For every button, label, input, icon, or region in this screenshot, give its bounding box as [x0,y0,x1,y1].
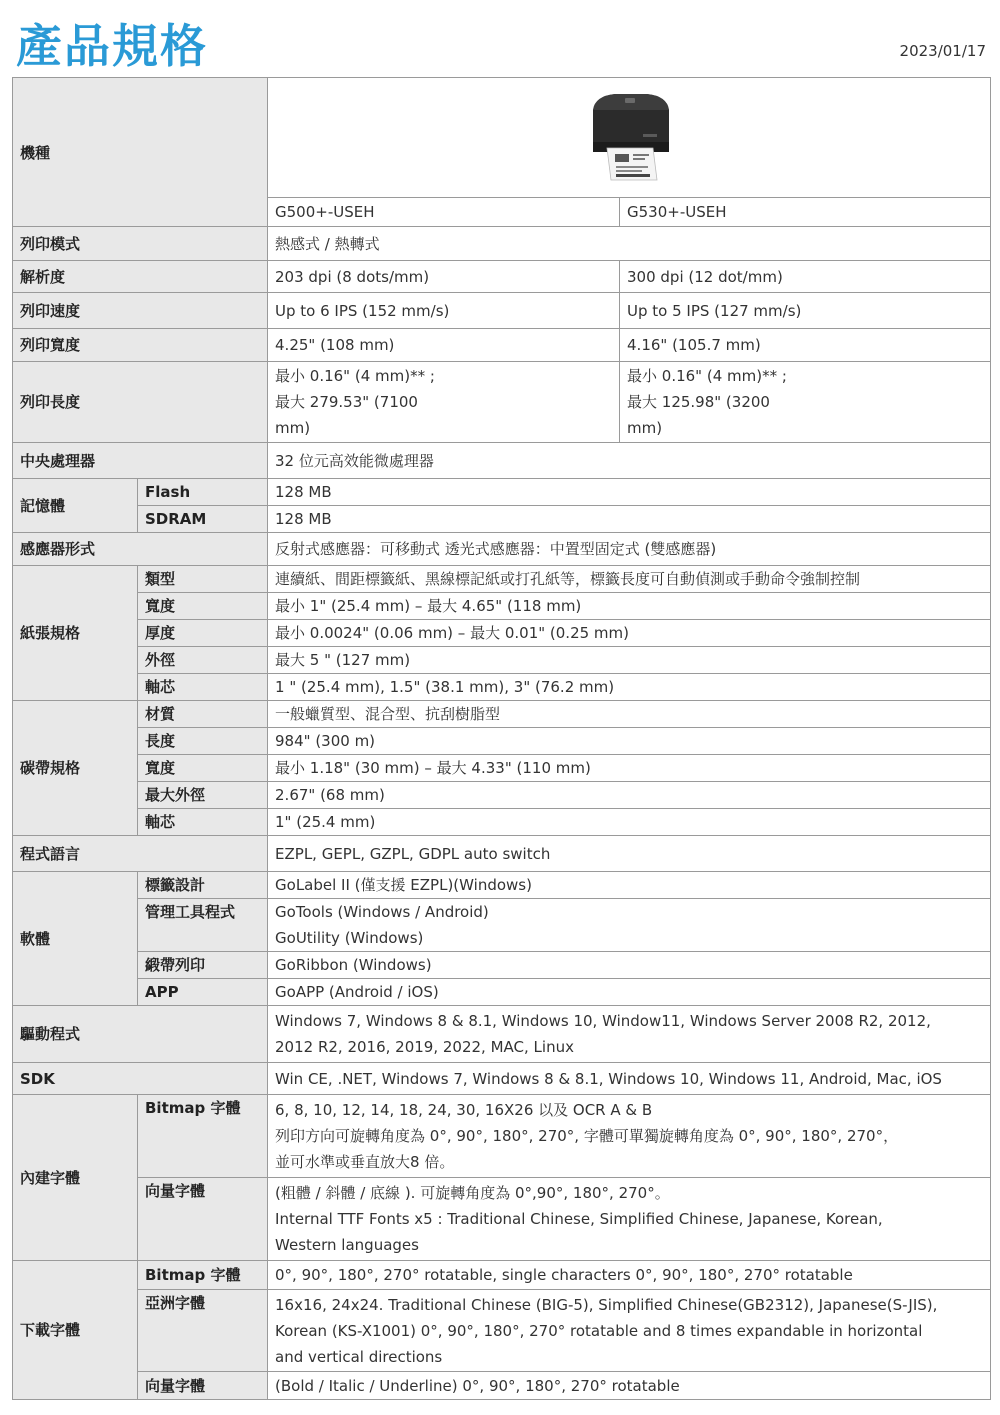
table-row [13,872,991,899]
sub-label: 向量字體 [138,1178,268,1261]
font-line: and vertical directions [275,1347,443,1366]
font-line: 6, 8, 10, 12, 14, 18, 24, 30, 16X26 以及 OCR A & B [275,1101,653,1119]
driver-line: Windows 7, Windows 8 & 8.1, Windows 10, Window11, Windows Server 2008 R2, 2012, [275,1012,931,1030]
row-label-memory: 記憶體 [13,479,138,533]
sub-label: 外徑 [138,647,268,674]
driver-line: 2012 R2, 2016, 2019, 2022, MAC, Linux [275,1038,574,1056]
print-mode-value: 熱感式 / 熱轉式 [268,227,991,261]
table-row [13,261,991,293]
print-speed-b: Up to 5 IPS (127 mm/s) [620,293,991,329]
sub-label: SDRAM [138,506,268,533]
memory-flash-value: 128 MB [268,479,991,506]
software-value [268,899,991,952]
sub-label: 軸芯 [138,674,268,701]
font-line: Internal TTF Fonts x5 : Traditional Chinese, Simplified Chinese, Japanese, Korean, [275,1210,883,1228]
resolution-b: 300 dpi (12 dot/mm) [620,261,991,293]
table-row [13,443,991,479]
table-row [13,674,991,701]
table-row [13,647,991,674]
table-row [13,701,991,728]
sub-label: 長度 [138,728,268,755]
font-line: Korean (KS-X1001) 0°, 90°, 180°, 270° rotatable and 8 times expandable in horizontal [275,1321,923,1340]
sub-label: 管理工具程式 [138,899,268,952]
sub-label: 緞帶列印 [138,952,268,979]
sensor-value: 反射式感應器：可移動式 透光式感應器：中置型固定式 (雙感應器) [268,533,991,566]
sub-label: Bitmap 字體 [138,1095,268,1178]
sdk-value: Win CE, .NET, Windows 7, Windows 8 & 8.1, Windows 10, Windows 11, Android, Mac, iOS [268,1063,991,1095]
table-row [13,755,991,782]
print-length-b-line: 最大 125.98" (3200 [627,393,770,411]
row-label-print-length: 列印長度 [13,362,268,443]
internal-bitmap-value [268,1095,991,1178]
sub-label: 寬度 [138,593,268,620]
paper-value: 最小 0.0024" (0.06 mm) – 最大 0.01" (0.25 mm) [268,620,991,647]
table-row [13,1095,991,1178]
ribbon-value: 最小 1.18" (30 mm) – 最大 4.33" (110 mm) [268,755,991,782]
table-row [13,728,991,755]
sub-label: 厚度 [138,620,268,647]
sub-label: 寬度 [138,755,268,782]
table-row [13,809,991,836]
resolution-a: 203 dpi (8 dots/mm) [268,261,620,293]
table-row [13,78,991,198]
model-a: G500+-USEH [268,198,620,227]
sub-label: Flash [138,479,268,506]
page-title: 產品規格 [16,19,208,73]
row-label-model: 機種 [13,78,268,227]
font-line: 並可水準或垂直放大8 倍。 [275,1153,455,1171]
row-label-download-fonts: 下載字體 [13,1261,138,1400]
print-length-b-line: 最小 0.16" (4 mm)** ; [627,367,787,385]
table-row [13,899,991,952]
print-length-a-line: 最小 0.16" (4 mm)** ; [275,367,435,385]
driver-value [268,1006,991,1063]
row-label-language: 程式語言 [13,836,268,872]
font-line: (粗體 / 斜體 / 底線 ). 可旋轉角度為 0°,90°, 180°, 270°。 [275,1184,670,1202]
print-length-b [620,362,991,443]
internal-vector-value [268,1178,991,1261]
table-row [13,329,991,362]
download-bitmap-value: 0°, 90°, 180°, 270° rotatable, single characters 0°, 90°, 180°, 270° rotatable [268,1261,991,1290]
print-length-b-line: mm) [627,419,663,437]
table-row [13,1063,991,1095]
software-line: GoUtility (Windows) [275,929,424,947]
ribbon-value: 984" (300 m) [268,728,991,755]
sub-label: 材質 [138,701,268,728]
table-row [13,479,991,506]
table-row [13,620,991,647]
software-line: GoTools (Windows / Android) [275,903,489,921]
row-label-print-mode: 列印模式 [13,227,268,261]
sub-label: 類型 [138,566,268,593]
row-label-print-speed: 列印速度 [13,293,268,329]
table-row [13,1290,991,1372]
row-label-paper: 紙張規格 [13,566,138,701]
language-value: EZPL, GEPL, GZPL, GDPL auto switch [268,836,991,872]
table-row [13,593,991,620]
download-asian-value [268,1290,991,1372]
row-label-driver: 驅動程式 [13,1006,268,1063]
font-line: Western languages [275,1236,419,1254]
print-width-a: 4.25" (108 mm) [268,329,620,362]
table-row [13,227,991,261]
printer-image-cell [268,78,991,198]
table-row [13,1178,991,1261]
download-vector-value: (Bold / Italic / Underline) 0°, 90°, 180°, 270° rotatable [268,1372,991,1400]
print-speed-a: Up to 6 IPS (152 mm/s) [268,293,620,329]
software-value: GoRibbon (Windows) [268,952,991,979]
sub-label: 標籤設計 [138,872,268,899]
font-line: 16x16, 24x24. Traditional Chinese (BIG-5), Simplified Chinese(GB2312), Japanese(S-JIS), [275,1295,938,1314]
table-row [13,1006,991,1063]
row-label-print-width: 列印寬度 [13,329,268,362]
sub-label: 亞洲字體 [138,1290,268,1372]
table-row [13,1261,991,1290]
sub-label: Bitmap 字體 [138,1261,268,1290]
sub-label: 軸芯 [138,809,268,836]
table-row [13,952,991,979]
row-label-internal-fonts: 內建字體 [13,1095,138,1261]
sub-label: 向量字體 [138,1372,268,1400]
table-row [13,566,991,593]
paper-value: 最小 1" (25.4 mm) – 最大 4.65" (118 mm) [268,593,991,620]
cpu-value: 32 位元高效能微處理器 [268,443,991,479]
row-label-ribbon: 碳帶規格 [13,701,138,836]
memory-sdram-value: 128 MB [268,506,991,533]
ribbon-value: 1" (25.4 mm) [268,809,991,836]
sub-label: APP [138,979,268,1006]
label-printer-icon [275,90,984,185]
font-line: 列印方向可旋轉角度為 0°, 90°, 180°, 270°, 字體可單獨旋轉角度為 0°, 90°, 180°, 270°， [275,1127,899,1145]
paper-value: 1 " (25.4 mm), 1.5" (38.1 mm), 3" (76.2 mm) [268,674,991,701]
row-label-cpu: 中央處理器 [13,443,268,479]
row-label-sdk: SDK [13,1063,268,1095]
row-label-sensor: 感應器形式 [13,533,268,566]
ribbon-value: 2.67" (68 mm) [268,782,991,809]
table-row [13,836,991,872]
print-length-a [268,362,620,443]
software-value: GoLabel II (僅支援 EZPL)(Windows) [268,872,991,899]
row-label-resolution: 解析度 [13,261,268,293]
table-row [13,362,991,443]
table-row [13,979,991,1006]
row-label-software: 軟體 [13,872,138,1006]
print-length-a-line: 最大 279.53" (7100 [275,393,418,411]
table-row [13,293,991,329]
print-length-a-line: mm) [275,419,311,437]
table-row [13,782,991,809]
paper-value: 連續紙、間距標籤紙、黑線標記紙或打孔紙等，標籤長度可自動偵測或手動命令強制控制 [268,566,991,593]
paper-value: 最大 5 " (127 mm) [268,647,991,674]
spec-table [12,77,991,1400]
table-row [13,1372,991,1400]
ribbon-value: 一般蠟質型、混合型、抗刮樹脂型 [268,701,991,728]
sub-label: 最大外徑 [138,782,268,809]
model-b: G530+-USEH [620,198,991,227]
table-row [13,506,991,533]
table-row [13,533,991,566]
document-date: 2023/01/17 [899,42,986,60]
software-value: GoAPP (Android / iOS) [268,979,991,1006]
print-width-b: 4.16" (105.7 mm) [620,329,991,362]
